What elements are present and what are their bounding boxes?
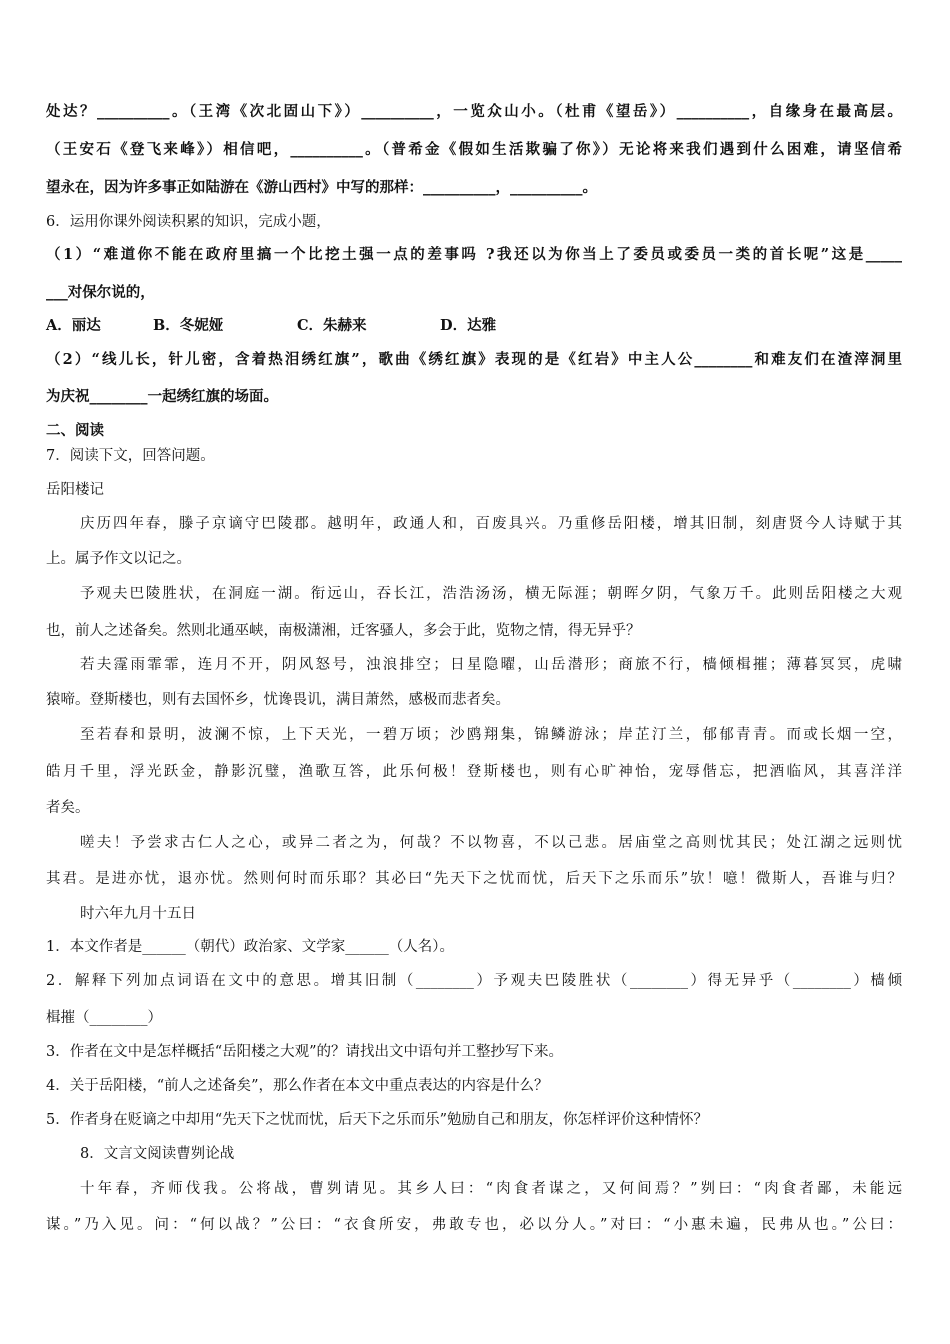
- passage-para2-line1: 予观夫巴陵胜状，在洞庭一湖。衔远山，吞长江，浩浩汤汤，横无际涯；朝晖夕阴，气象万千。此则岳阳楼之大观: [80, 586, 902, 602]
- q6-option-b: B．冬妮娅: [153, 317, 224, 334]
- passage-para4-line3: 者矣。: [46, 800, 90, 816]
- q7-question-1: 1．本文作者是______（朝代）政治家、文学家______（人名）。: [46, 939, 454, 955]
- q8-para-line2: 谋。”乃入见。问：“何以战？”公曰：“衣食所安，弗敢专也，必以分人。”对曰：“小惠未遍，民弗从也。”公曰：: [46, 1217, 902, 1233]
- q6-option-d: D．达雅: [440, 317, 497, 334]
- q7-question-4: 4．关于岳阳楼，“前人之述备矣”，那么作者在本文中重点表达的内容是什么？: [46, 1078, 549, 1094]
- q6-option-a: A．丽达: [46, 317, 101, 334]
- section-heading: 二、阅读: [46, 422, 104, 439]
- q7-stem: 7．阅读下文，回答问题。: [46, 448, 215, 464]
- q6-part2-line2: 为庆祝________一起绣红旗的场面。: [46, 388, 278, 405]
- passage-para1-line1: 庆历四年春，滕子京谪守巴陵郡。越明年，政通人和，百废具兴。乃重修岳阳楼，增其旧制，刻唐贤今人诗赋于其: [80, 516, 902, 532]
- q7-question-2-line1: 2．解释下列加点词语在文中的意思。增其旧制（________）予观夫巴陵胜状（________）得无异乎（________）樯倾: [46, 973, 902, 989]
- q6-part2-line1: （2）“线儿长，针儿密，含着热泪绣红旗”，歌曲《绣红旗》表现的是《红岩》中主人公________和难友们在渣滓洞里: [46, 351, 902, 368]
- top-line-2: （王安石《登飞来峰》）相信吧，__________。（普希金《假如生活欺骗了你》）无论将来我们遇到什么困难，请坚信希: [46, 141, 902, 158]
- passage-date: 时六年九月十五日: [80, 906, 196, 922]
- passage-para2-line2: 也，前人之述备矣。然则北通巫峡，南极潇湘，迁客骚人，多会于此，览物之情，得无异乎？: [46, 623, 641, 639]
- top-line-1: 处达？__________。（王湾《次北固山下》）__________，一览众山小。（杜甫《望岳》）__________，自缘身在最高层。: [46, 103, 902, 120]
- q6-stem: 6．运用你课外阅读积累的知识，完成小题，: [46, 214, 331, 230]
- passage-para5-line2: 其君。是进亦忧，退亦忧。然则何时而乐耶？其必曰“先天下之忧而忧，后天下之乐而乐”欤！噫！微斯人，吾谁与归？: [46, 871, 902, 887]
- passage-para3-line2: 猿啼。登斯楼也，则有去国怀乡，忧谗畏讥，满目萧然，感极而悲者矣。: [46, 692, 510, 708]
- passage-title: 岳阳楼记: [46, 482, 104, 498]
- q7-question-3: 3．作者在文中是怎样概括“岳阳楼之大观”的？请找出文中语句并工整抄写下来。: [46, 1044, 564, 1060]
- q8-para-line1: 十年春，齐师伐我。公将战，曹刿请见。其乡人曰：“肉食者谋之，又何间焉？”刿曰：“肉食者鄙，未能远: [80, 1181, 902, 1197]
- passage-para4-line2: 皓月千里，浮光跃金，静影沉璧，渔歌互答，此乐何极！登斯楼也，则有心旷神怡，宠辱偕忘，把酒临风，其喜洋洋: [46, 764, 902, 780]
- passage-para4-line1: 至若春和景明，波澜不惊，上下天光，一碧万顷；沙鸥翔集，锦鳞游泳；岸芷汀兰，郁郁青青。而或长烟一空，: [80, 727, 902, 743]
- top-line-3: 望永在，因为许多事正如陆游在《游山西村》中写的那样：__________，__________。: [46, 179, 597, 196]
- passage-para3-line1: 若夫霪雨霏霏，连月不开，阴风怒号，浊浪排空；日星隐曜，山岳潜形；商旅不行，樯倾楫摧；薄暮冥冥，虎啸: [80, 657, 902, 673]
- q8-stem: 8．文言文阅读曹刿论战: [80, 1146, 235, 1162]
- q6-part1-line2: ___对保尔说的，: [46, 284, 155, 301]
- q7-question-5: 5．作者身在贬谪之中却用“先天下之忧而忧，后天下之乐而乐”勉励自己和朋友，你怎样评价这种情怀？: [46, 1112, 709, 1128]
- q6-option-c: C．朱赫来: [297, 317, 367, 334]
- passage-para5-line1: 嗟夫！予尝求古仁人之心，或异二者之为，何哉？不以物喜，不以己悲。居庙堂之高则忧其民；处江湖之远则忧: [80, 835, 902, 851]
- q7-question-2-line2: 楫摧（________）: [46, 1010, 162, 1026]
- q6-part1-line1: （1）“难道你不能在政府里搞一个比挖土强一点的差事吗 ?我还以为你当上了委员或委员一类的首长呢”这是_____: [46, 246, 902, 263]
- passage-para1-line2: 上。属予作文以记之。: [46, 551, 191, 567]
